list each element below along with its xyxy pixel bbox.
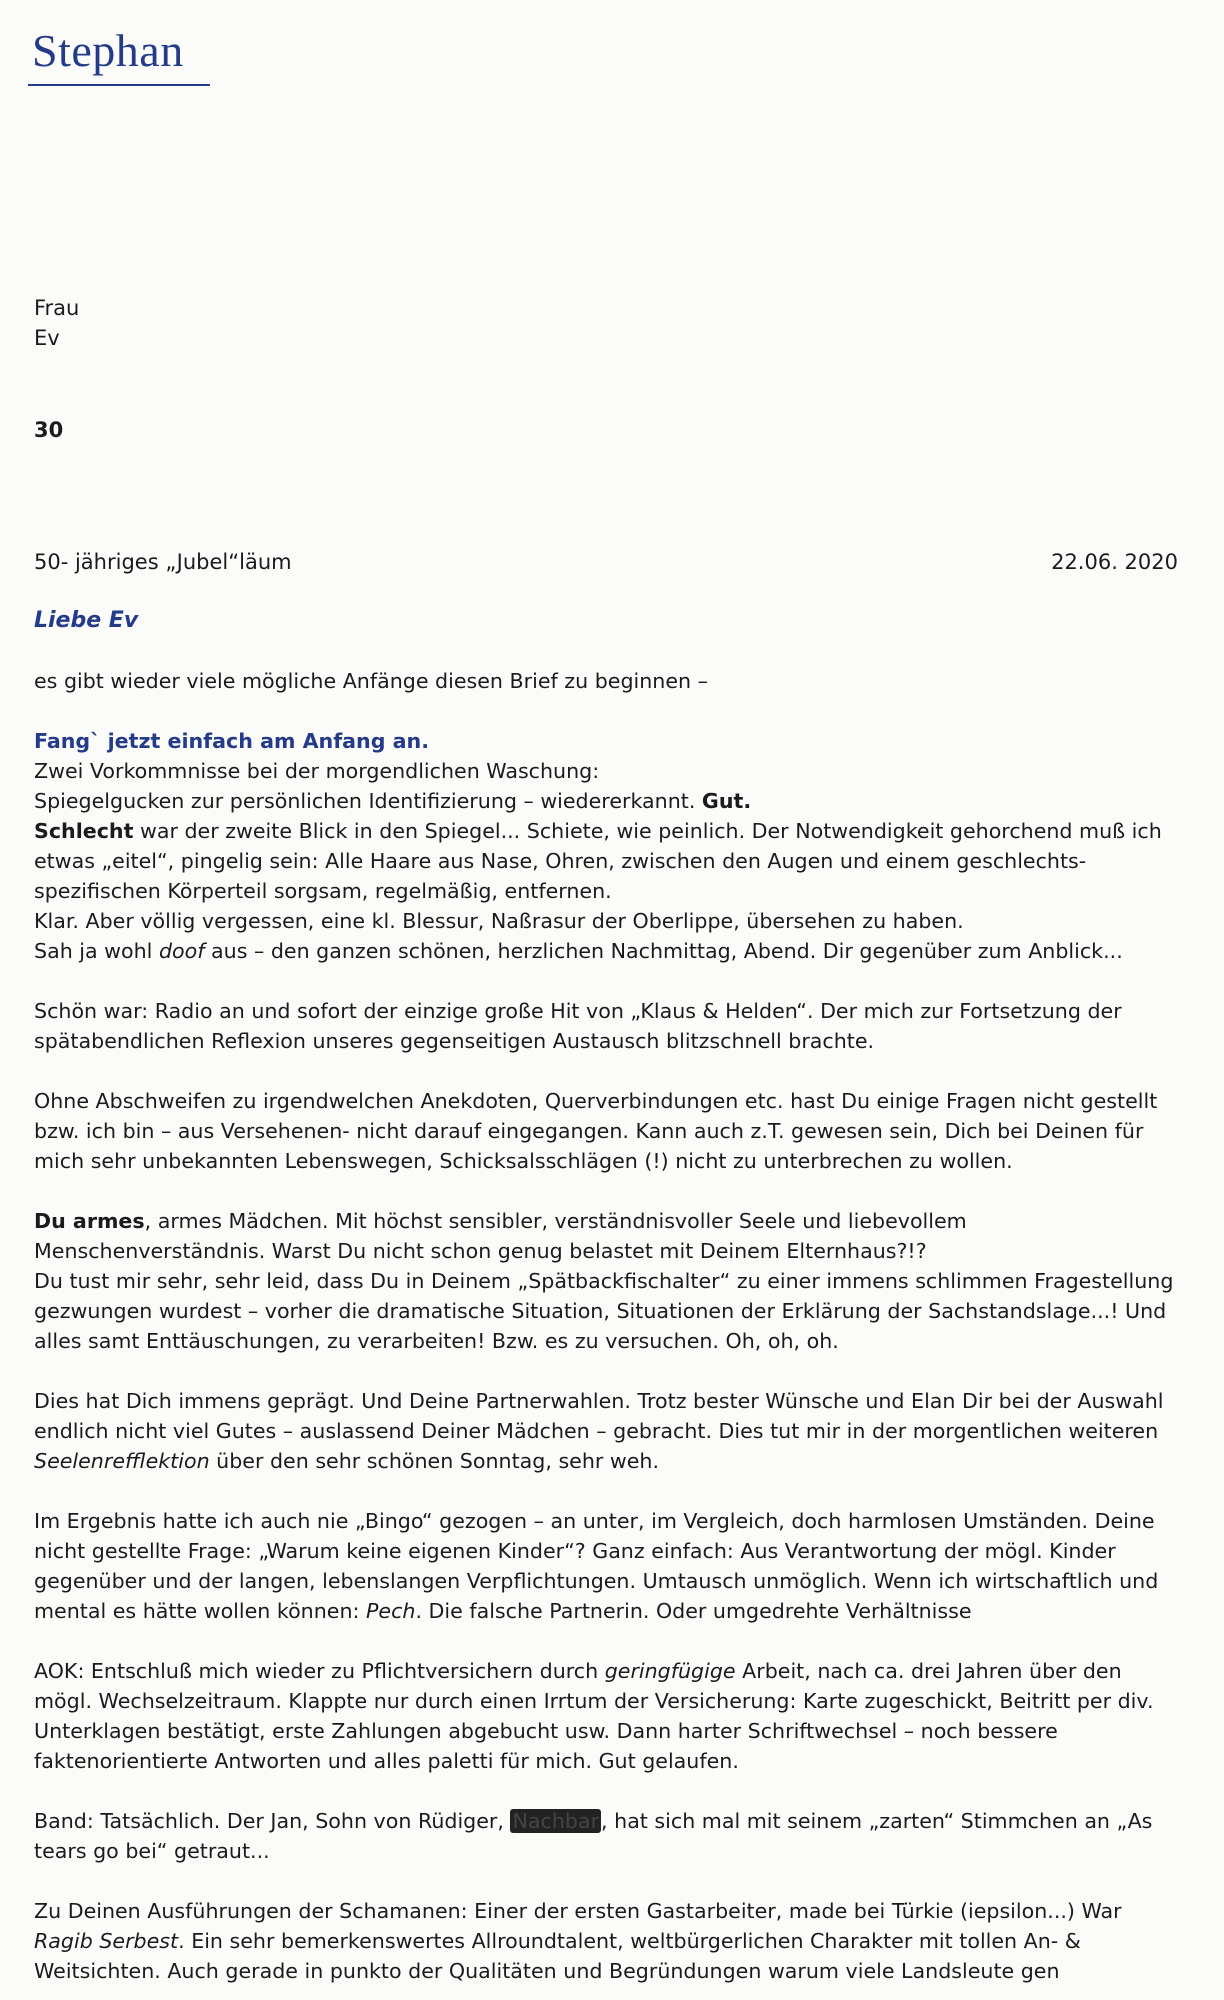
- paragraph-line: [34, 816, 1184, 906]
- text-run: Arbeit, nach ca. drei Jahren über den mögl. Wechselzeitraum. Klappte nur durch einen Irrtum der Versicherung: Karte zugeschickt, Beitritt per div. Unterklagen bestätigt, erste Zahlungen abgebucht usw. Dann harter Schriftwechsel – noch bessere faktenorientierte Antworten und alles paletti für mich. Gut gelaufen.: [34, 1659, 1154, 1773]
- subject-line: 50- jähriges „Jubel“läum: [34, 550, 292, 574]
- text-run: Im Ergebnis hatte ich auch nie „Bingo“ gezogen – an unter, im Vergleich, doch harmlosen Umständen. Deine nicht gestellte Frage: „Warum keine eigenen Kinder“? Ganz einfach: Aus Verantwortung der mögl. Kinder gegenüber und der langen, lebenslangen Verpflichtungen. Umtausch unmöglich. Wenn ich wirtschaftlich und mental es hätte wollen können:: [34, 1509, 1159, 1623]
- text-run: Zu Deinen Ausführungen der Schamanen: Einer der ersten Gastarbeiter, made bei Türkie (iepsilon...) War: [34, 1899, 1122, 1923]
- text-run: Spiegelgucken zur persönlichen Identifizierung – wiedererkannt.: [34, 789, 702, 813]
- paragraph-spaetbackfisch: Du tust mir sehr, sehr leid, dass Du in Deinem „Spätbackfischalter“ zu einer immens schlimmen Fragestellung gezwungen wurdest – vorher die dramatische Situation, Situationen der Erklärung der Sachstandslage...! Und alles samt Enttäuschungen, zu verarbeiten! Bzw. es zu versuchen. Oh, oh, oh.: [34, 1269, 1174, 1353]
- text-run-italic: Seelenrefflektion: [34, 1449, 210, 1473]
- text-run-italic: Pech: [365, 1599, 416, 1623]
- recipient-salutation-line: Frau: [34, 296, 80, 320]
- text-run-italic: Ragib Serbest: [34, 1929, 179, 1953]
- text-run-bold: Schlecht: [34, 819, 134, 843]
- text-run: Dies hat Dich immens geprägt. Und Deine Partnerwahlen. Trotz bester Wünsche und Elan Dir bei der Auswahl endlich nicht viel Gutes – auslassend Deiner Mädchen – gebracht. Dies tut mir in der morgentlichen weiteren: [34, 1389, 1164, 1443]
- paragraph-radio: Schön war: Radio an und sofort der einzige große Hit von „Klaus & Helden“. Der mich zur Fortsetzung der spätabendlichen Reflexion unseres gegenseitigen Austausch blitzschnell brachte.: [34, 999, 1122, 1053]
- paragraph-line: Zwei Vorkommnisse bei der morgendlichen Waschung:: [34, 759, 600, 783]
- recipient-name: Ev: [34, 326, 60, 350]
- letterhead-underline: [28, 84, 210, 86]
- text-run: über den sehr schönen Sonntag, sehr weh.: [209, 1449, 660, 1473]
- letter-body: [34, 666, 1184, 1986]
- text-run: , armes Mädchen. Mit höchst sensibler, verständnisvoller Seele und liebevollem Menschenverständnis. Warst Du nicht schon genug belastet mit Deinem Elternhaus?!?: [34, 1209, 967, 1263]
- text-run: war der zweite Blick in den Spiegel... Schiete, wie peinlich. Der Notwendigkeit gehorchend muß ich etwas „eitel“, pingelig sein: Alle Haare aus Nase, Ohren, zwischen den Augen und einem geschlechts-spezifischen Körperteil sorgsam, regelmäßig, entfernen.: [34, 819, 1162, 903]
- paragraph-bingo: [34, 1506, 1184, 1626]
- text-run: Band: Tatsächlich. Der Jan, Sohn von Rüdiger,: [34, 1809, 511, 1833]
- paragraph-schamanen: [34, 1896, 1184, 1986]
- letter-date: 22.06. 2020: [1051, 550, 1178, 574]
- paragraph-line: [34, 936, 1184, 966]
- redacted-word: Nachbar: [512, 1809, 600, 1833]
- salutation: Liebe Ev: [34, 608, 139, 633]
- text-run-italic: doof: [158, 939, 205, 963]
- text-run: , hat sich mal mit seinem „zarten“ Stimmchen an „As tears go bei“ getraut...: [34, 1809, 1153, 1863]
- paragraph-aok: [34, 1656, 1184, 1776]
- text-run: aus – den ganzen schönen, herzlichen Nachmittag, Abend. Dir gegenüber zum Anblick...: [204, 939, 1123, 963]
- text-run: . Die falsche Partnerin. Oder umgedrehte Verhältnisse: [415, 1599, 972, 1623]
- paragraph-line: Klar. Aber völlig vergessen, eine kl. Blessur, Naßrasur der Oberlippe, übersehen zu haben.: [34, 909, 964, 933]
- text-run: Sah ja wohl: [34, 939, 159, 963]
- text-run-bold: Du armes: [34, 1209, 145, 1233]
- text-run-bold: Gut.: [701, 789, 752, 813]
- text-run: AOK: Entschluß mich wieder zu Pflichtversichern durch: [34, 1659, 605, 1683]
- recipient-postcode: 30: [34, 418, 64, 442]
- text-run-italic: geringfügige: [604, 1659, 736, 1683]
- paragraph-line: [34, 786, 1184, 816]
- paragraph-questions: Ohne Abschweifen zu irgendwelchen Anekdoten, Querverbindungen etc. hast Du einige Fragen nicht gestellt bzw. ich bin – aus Versehenen- nicht darauf eingegangen. Kann auch z.T. gewesen sein, Dich bei Deinen für mich sehr unbekannten Lebenswegen, Schicksalsschlägen (!) nicht zu unterbrechen zu wollen.: [34, 1089, 1158, 1173]
- paragraph-maedchen: [34, 1206, 1184, 1266]
- paragraph-partnerwahl: [34, 1386, 1184, 1476]
- paragraph-heading: Fang` jetzt einfach am Anfang an.: [34, 729, 430, 753]
- paragraph-opening: es gibt wieder viele mögliche Anfänge diesen Brief zu beginnen –: [34, 669, 708, 693]
- letterhead-name: Stephan: [32, 25, 184, 76]
- text-run: . Ein sehr bemerkenswertes Allroundtalent, weltbürgerlichen Charakter mit tollen An- & Weitsichten. Auch gerade in punkto der Qualitäten und Begründungen warum viele Landsleute gen: [34, 1929, 1081, 1983]
- paragraph-band: [34, 1806, 1184, 1866]
